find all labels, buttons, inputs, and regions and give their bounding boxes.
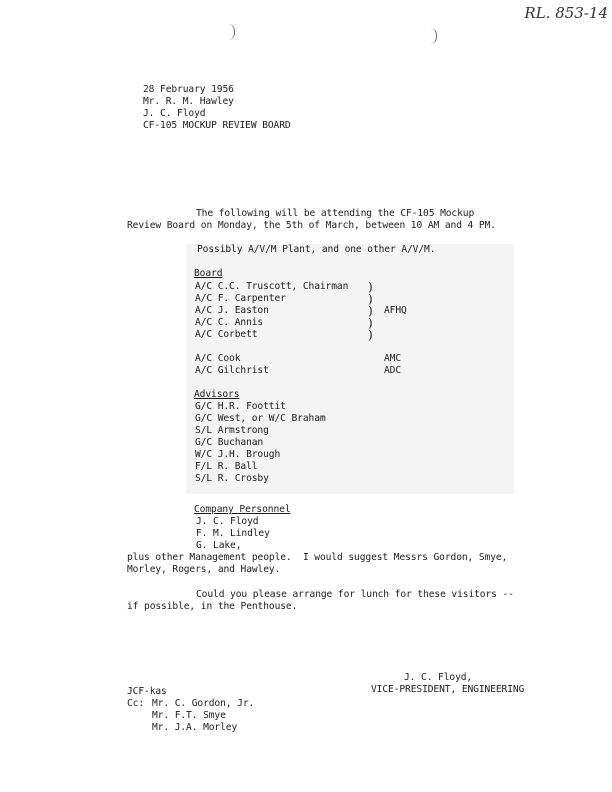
- possibly-line: Possibly A/V/M Plant, and one other A/V/M.: [197, 244, 436, 255]
- board-member: A/C C. Annis: [195, 317, 264, 328]
- cc-label: Cc:: [127, 698, 145, 709]
- advisors-heading: Advisors: [194, 389, 240, 400]
- board-member: A/C Corbett: [195, 329, 258, 340]
- other-unit: ADC: [384, 365, 402, 376]
- advisor: G/C H.R. Foottit: [195, 401, 286, 412]
- lunch-line-1: Could you please arrange for lunch for these visitors --: [196, 589, 514, 600]
- memo-from: J. C. Floyd: [143, 108, 206, 119]
- board-heading: Board: [194, 268, 223, 279]
- intro-line-1: The following will be attending the CF-105 Mockup: [196, 208, 475, 219]
- memo-date: 28 February 1956: [143, 84, 234, 95]
- advisor: S/L R. Crosby: [195, 473, 269, 484]
- cc-recipient: Mr. J.A. Morley: [152, 722, 238, 733]
- intro-line-2: Review Board on Monday, the 5th of March, between 10 AM and 4 PM.: [127, 220, 496, 231]
- memo-subject: CF-105 MOCKUP REVIEW BOARD: [143, 120, 291, 131]
- brace-mark: ): [368, 292, 373, 306]
- board-member: A/C F. Carpenter: [195, 293, 286, 304]
- other-member: A/C Cook: [195, 353, 241, 364]
- company-member: G. Lake,: [196, 540, 242, 551]
- other-unit: AMC: [384, 353, 402, 364]
- company-member: F. M. Lindley: [196, 528, 270, 539]
- punch-mark: [430, 28, 437, 44]
- reference-number: RL. 853-14: [524, 4, 608, 22]
- punch-mark: [228, 24, 235, 40]
- memo-to: Mr. R. M. Hawley: [143, 96, 234, 107]
- plus-line-1: plus other Management people. I would suggest Messrs Gordon, Smye,: [127, 552, 508, 563]
- plus-line-2: Morley, Rogers, and Hawley.: [127, 564, 281, 575]
- board-member: A/C J. Easton: [195, 305, 269, 316]
- brace-mark: ): [368, 316, 373, 330]
- advisor: S/L Armstrong: [195, 425, 269, 436]
- signature-name: J. C. Floyd,: [404, 672, 473, 683]
- typist-initials: JCF-kas: [127, 686, 167, 697]
- brace-mark: ): [368, 304, 373, 318]
- advisor: F/L R. Ball: [195, 461, 258, 472]
- advisor: G/C West, or W/C Braham: [195, 413, 326, 424]
- cc-recipient: Mr. F.T. Smye: [152, 710, 226, 721]
- other-member: A/C Gilchrist: [195, 365, 269, 376]
- board-member: A/C C.C. Truscott, Chairman: [195, 281, 349, 292]
- lunch-line-2: if possible, in the Penthouse.: [127, 601, 298, 612]
- advisor: G/C Buchanan: [195, 437, 264, 448]
- company-heading: Company Personnel: [194, 504, 291, 515]
- signature-title: VICE-PRESIDENT, ENGINEERING: [371, 684, 525, 695]
- cc-recipient: Mr. C. Gordon, Jr.: [152, 698, 255, 709]
- company-member: J. C. Floyd: [196, 516, 259, 527]
- board-group-label: AFHQ: [384, 305, 407, 316]
- brace-mark: ): [368, 280, 373, 294]
- brace-mark: ): [368, 328, 373, 342]
- advisor: W/C J.H. Brough: [195, 449, 281, 460]
